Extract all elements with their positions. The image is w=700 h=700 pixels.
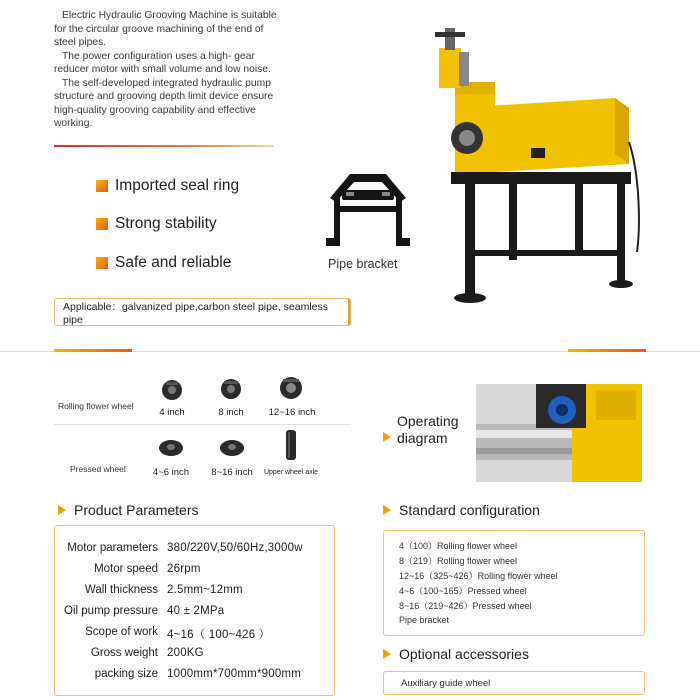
parameter-value: 2.5mm~12mm	[167, 584, 243, 596]
parameter-row	[55, 647, 336, 667]
applicable-box: Applicable：galvanized pipe,carbon steel pipe, seamless pipe	[54, 298, 351, 326]
rolling-wheel-12-16-icon	[278, 375, 304, 401]
feature-item	[96, 214, 217, 234]
parameter-key: Oil pump pressure	[64, 605, 158, 617]
section-title: Optional accessories	[399, 646, 529, 662]
parameter-value: 4~16（ 100~426 ）	[167, 629, 271, 641]
parameter-row	[55, 626, 336, 646]
triangle-bullet-icon	[383, 649, 391, 659]
parameter-row	[55, 563, 336, 583]
parameter-key: Wall thickness	[84, 584, 158, 596]
wheel-size-label: 12~16 inch	[268, 407, 316, 418]
parameter-key: Scope of work	[85, 626, 158, 638]
feature-item	[96, 253, 231, 273]
intro-paragraph: The self-developed integrated hydraulic pump structure and grooving depth limit device ensure high-quality grooving capability and effective working.	[54, 77, 274, 129]
list-item: 4（100）Rolling flower wheel	[399, 541, 518, 551]
parameter-row	[55, 668, 336, 688]
parameter-value: 200KG	[167, 647, 204, 659]
list-item: Pipe bracket	[399, 615, 450, 625]
triangle-bullet-icon	[383, 505, 391, 515]
rolling-wheel-8-icon	[219, 377, 243, 401]
bullet-square-icon	[96, 218, 108, 230]
bullet-square-icon	[96, 180, 108, 192]
parameters-table	[54, 525, 335, 696]
rolling-wheel-4-icon	[160, 378, 184, 402]
list-item: 12~16（325~426）Rolling flower wheel	[399, 571, 558, 581]
pressed-wheel-8-16-icon	[219, 438, 245, 458]
configuration-list	[383, 530, 645, 636]
pressed-wheel-label: Pressed wheel	[70, 464, 126, 474]
parameter-value: 40 ± 2MPa	[167, 605, 225, 617]
pressed-wheel-4-6-icon	[158, 438, 184, 458]
wheel-size-label: 8 inch	[218, 407, 244, 418]
parameter-key: packing size	[94, 668, 158, 680]
bullet-square-icon	[96, 257, 108, 269]
parameter-row	[55, 542, 336, 562]
list-item: 4~6（100~165）Pressed wheel	[399, 586, 527, 596]
operating-label-line: Operating	[397, 413, 459, 429]
parameter-row	[55, 584, 336, 604]
standard-configuration-heading	[383, 501, 540, 519]
intro-paragraph: The power configuration uses a high- gear reducer motor with small volume and low noise.	[54, 50, 271, 75]
list-item: 8~16（219~426）Pressed wheel	[399, 601, 532, 611]
parameter-key: Gross weight	[90, 647, 158, 659]
wheel-row-separator	[54, 424, 351, 425]
parameter-key: Motor parameters	[67, 542, 158, 554]
section-divider	[0, 346, 700, 356]
list-item: Auxiliary guide wheel	[401, 677, 491, 689]
wheel-size-label: 4~6 inch	[152, 467, 190, 478]
list-item: 8（219）Rolling flower wheel	[399, 556, 518, 566]
wheel-size-label: 4 inch	[159, 407, 185, 418]
wheel-size-label: 8~16 inch	[211, 467, 253, 478]
feature-label: Strong stability	[115, 215, 217, 232]
parameter-value: 380/220V,50/60Hz,3000w	[167, 542, 303, 554]
parameter-value: 26rpm	[167, 563, 201, 575]
product-parameters-heading	[58, 501, 199, 519]
intro-paragraph: Electric Hydraulic Grooving Machine is suitable for the circular groove machining of the end of steel pipes.	[54, 10, 277, 48]
intro-divider	[54, 145, 274, 147]
upper-wheel-axle-icon	[283, 430, 299, 460]
intro-text	[54, 9, 282, 131]
triangle-bullet-icon	[383, 432, 391, 442]
feature-label: Imported seal ring	[115, 177, 240, 194]
feature-label: Safe and reliable	[115, 254, 232, 271]
accessories-list	[383, 671, 645, 695]
pipe-bracket-image	[320, 168, 416, 254]
operating-label-line: diagram	[397, 430, 448, 446]
wheel-size-label: Upper wheel axle	[263, 469, 319, 476]
rolling-wheel-label: Rolling flower wheel	[58, 401, 134, 411]
grooving-machine-image	[425, 22, 647, 312]
section-title: Product Parameters	[74, 502, 199, 518]
parameter-key: Motor speed	[94, 563, 158, 575]
operating-diagram-photo	[476, 384, 642, 482]
parameter-value: 1000mm*700mm*900mm	[167, 668, 301, 680]
section-title: Standard configuration	[399, 502, 540, 518]
optional-accessories-heading	[383, 645, 529, 663]
operating-diagram-label	[383, 413, 458, 447]
pipe-bracket-label: Pipe bracket	[328, 257, 398, 271]
feature-item	[96, 176, 239, 196]
triangle-bullet-icon	[58, 505, 66, 515]
parameter-row	[55, 605, 336, 625]
